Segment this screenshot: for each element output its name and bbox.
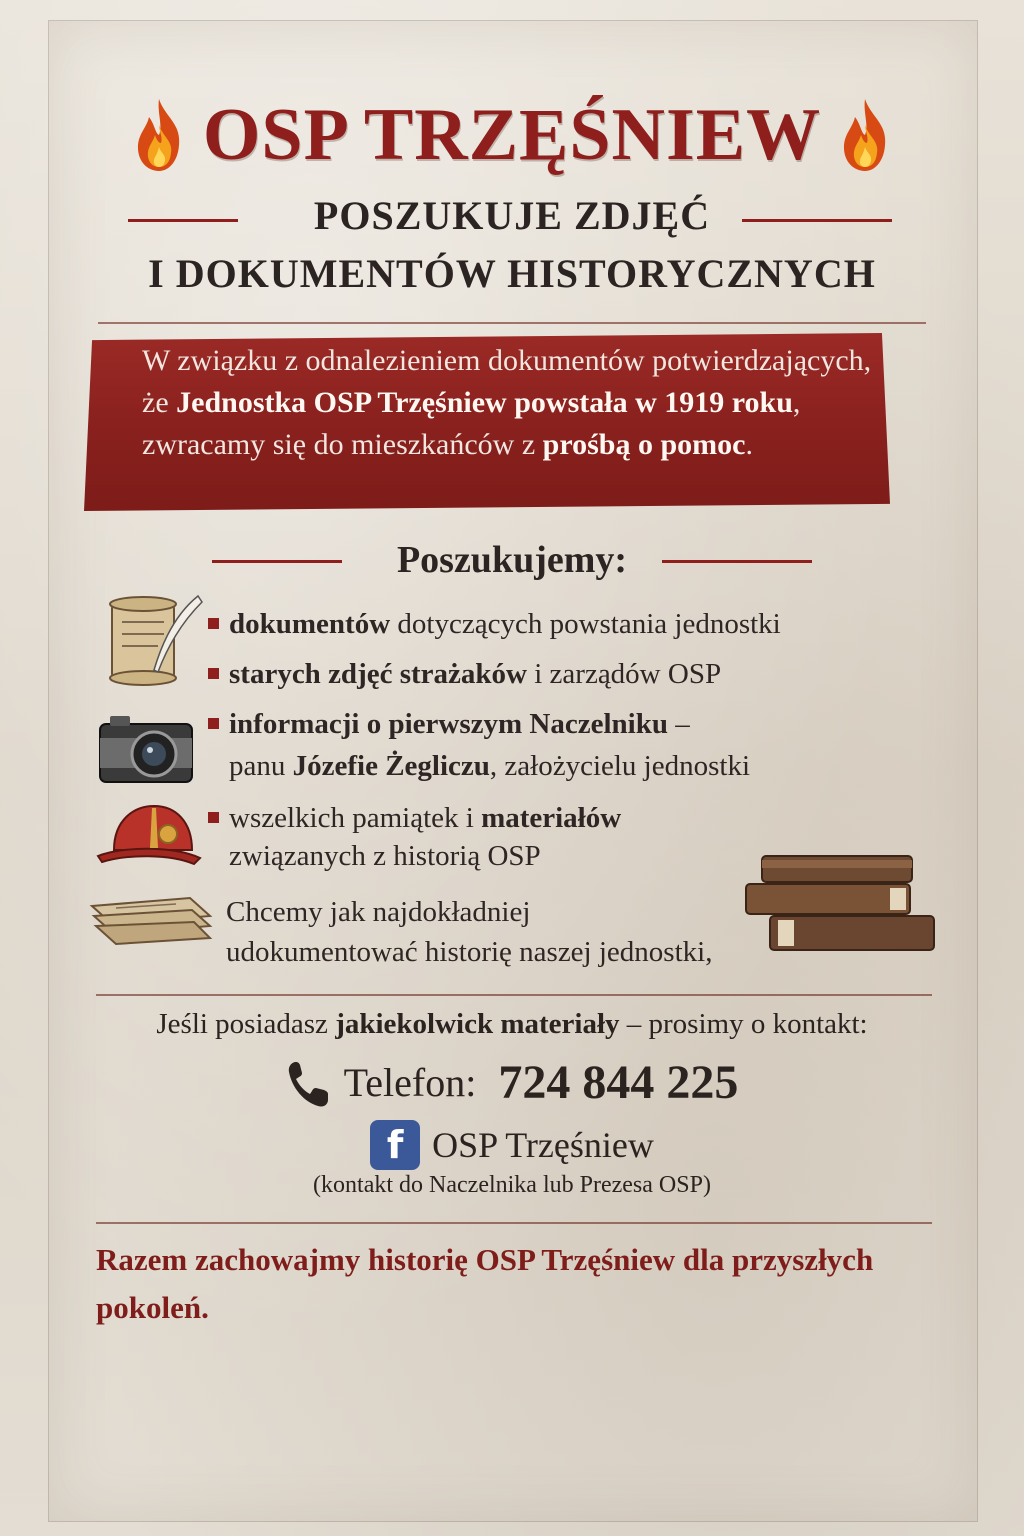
scroll-quill-icon <box>98 592 208 692</box>
list-item-text: dotyczących powstania jednostki <box>390 608 781 640</box>
intro-text-bold: prośbą o pomoc <box>542 428 746 461</box>
list-item-bold: starych zdjęć strażaków <box>229 658 527 690</box>
list-item <box>208 604 781 644</box>
flame-icon <box>129 95 189 175</box>
flame-icon <box>835 95 895 175</box>
list-item-bold: Józefie Żegliczu <box>292 750 490 782</box>
list-item-text: związanych z historią OSP <box>229 840 541 872</box>
camera-icon <box>96 708 196 788</box>
books-icon <box>740 848 940 958</box>
section-title: Poszukujemy: <box>396 539 628 581</box>
closing-paragraph-line-2 <box>226 932 712 972</box>
list-item-bold: dokumentów <box>229 608 391 640</box>
divider <box>96 994 932 996</box>
phone-number[interactable]: 724 844 225 <box>498 1056 739 1109</box>
contact-intro <box>0 1008 1024 1041</box>
list-item <box>208 654 721 694</box>
intro-text-part: . <box>745 428 753 461</box>
bullet-icon <box>208 618 219 629</box>
paragraph-text: udokumentować historię naszej jednostki, <box>226 936 713 968</box>
closing-paragraph-line-1 <box>226 892 530 932</box>
page-title: OSP TRZĘŚNIEW <box>202 93 822 176</box>
phone-label: Telefon: <box>343 1060 477 1105</box>
subtitle-line-1: POSZUKUJE ZDJĘĆ <box>313 193 711 238</box>
list-item-text: wszelkich pamiątek i <box>229 802 482 834</box>
intro-text-part: W związku z odnalezieniem dokumentów potwierdzających, że <box>142 344 872 419</box>
facebook-icon[interactable]: f <box>370 1120 420 1170</box>
phone-icon <box>286 1058 330 1108</box>
list-item-text: , założycielu jednostki <box>489 750 751 782</box>
subtitle-line-2: I DOKUMENTÓW HISTORYCZNYCH <box>148 251 876 296</box>
phone-row <box>0 1055 1024 1110</box>
facebook-row[interactable] <box>0 1120 1024 1170</box>
list-item-text: i zarządów OSP <box>526 658 722 690</box>
list-item-bold: materiałów <box>481 802 622 834</box>
intro-text <box>142 340 882 466</box>
list-item-continuation <box>229 746 750 786</box>
contact-note: (kontakt do Naczelnika lub Prezesa OSP) <box>313 1172 711 1198</box>
intro-text-part: , zwracamy się do mieszkańców z <box>142 386 801 461</box>
list-item-continuation <box>229 836 541 876</box>
facebook-label[interactable]: OSP Trzęśniew <box>432 1125 654 1165</box>
divider <box>96 1222 932 1224</box>
divider <box>98 322 926 324</box>
bullet-icon <box>208 718 219 729</box>
list-item <box>208 798 621 838</box>
title-row <box>0 80 1024 190</box>
closing-message: Razem zachowajmy historię OSP Trzęśniew dla przyszłych pokoleń. <box>96 1242 874 1325</box>
bullet-icon <box>208 812 219 823</box>
list-item-text: – <box>667 708 690 740</box>
list-item-text: panu <box>229 750 293 782</box>
list-item-bold: informacji o pierwszym Naczelniku <box>229 708 668 740</box>
papers-icon <box>86 882 216 952</box>
list-item <box>208 704 690 744</box>
contact-intro-text: Jeśli posiadasz <box>156 1008 336 1040</box>
contact-intro-bold: jakiekolwick materiały <box>335 1008 620 1040</box>
bullet-icon <box>208 668 219 679</box>
helmet-icon <box>94 800 204 870</box>
intro-text-bold: Jednostka OSP Trzęśniew powstała w 1919 roku <box>176 386 793 419</box>
contact-intro-text: – prosimy o kontakt: <box>619 1008 868 1040</box>
paragraph-text: Chcemy jak najdokładniej <box>226 896 531 928</box>
